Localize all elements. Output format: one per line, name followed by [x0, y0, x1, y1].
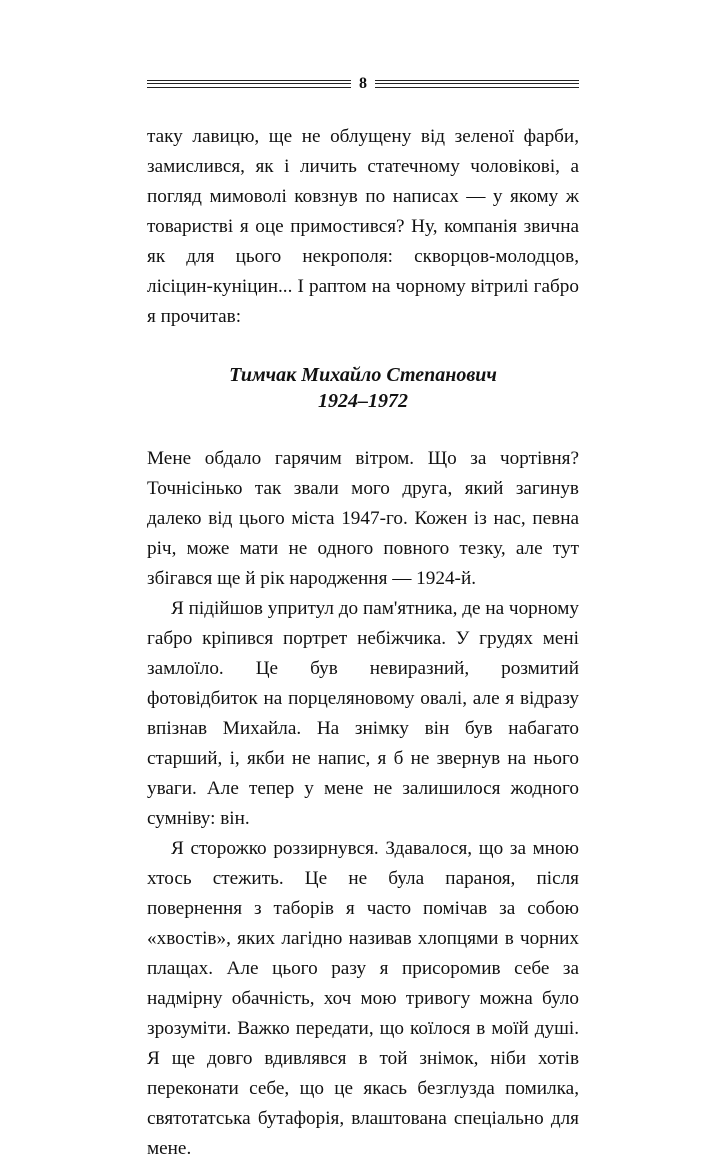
epitaph-years: 1924–1972	[318, 390, 408, 412]
epitaph-name: Тимчак Михайло Степанович	[229, 364, 497, 386]
paragraph-3: Я підійшов упритул до пам'ятника, де на чорному габро кріпився портрет небіжчика. У грудях мені замлоїло. Це був невиразний, розмитий фотовідбиток на порцеляновому овалі, але я відразу впізнав Михайла. На знімку він був набагато старший, і, якби не напис, я б не звернув на нього уваги. Але тепер у мене не залишилося жодного сумніву: він.	[147, 598, 579, 829]
epitaph	[147, 362, 579, 414]
paragraph-2: Мене обдало гарячим вітром. Що за чортівня? Точнісінько так звали мого друга, який загинув далеко від цього міста 1947-го. Кожен із нас, певна річ, може мати не одного повного тезку, але тут збігався ще й рік народження — 1924-й.	[147, 448, 579, 589]
paragraph-4: Я сторожко роззирнувся. Здавалося, що за мною хтось стежить. Це не була параноя, після повернення з таборів я часто помічав за собою «хвостів», яких лагідно називав хлопцями в чорних плащах. Але цього разу я присоромив себе за надмірну обачність, хоч мою тривогу можна було зрозуміти. Важко передати, що коїлося в моїй душі. Я ще довго вдивлявся в той знімок, ніби хотів переконати себе, що це якась безглузда помилка, святотатська бутафорія, влаштована спеціально для мене.	[147, 838, 579, 1159]
page-header	[147, 72, 579, 96]
paragraph-1: таку лавицю, ще не облущену від зеленої фарби, замислився, як і личить статечному чоловікові, а погляд мимоволі ковзнув по написах — у якому ж товаристві я оце примостився? Ну, компанія звична як для цього некрополя: скворцов-молодцов, лісіцин-куніцин... І раптом на чорному вітрилі габро я прочитав:	[147, 126, 579, 327]
header-rule-right	[375, 80, 579, 88]
page-body	[147, 122, 579, 1164]
page-number: 8	[359, 75, 367, 92]
header-rule-left	[147, 80, 351, 88]
